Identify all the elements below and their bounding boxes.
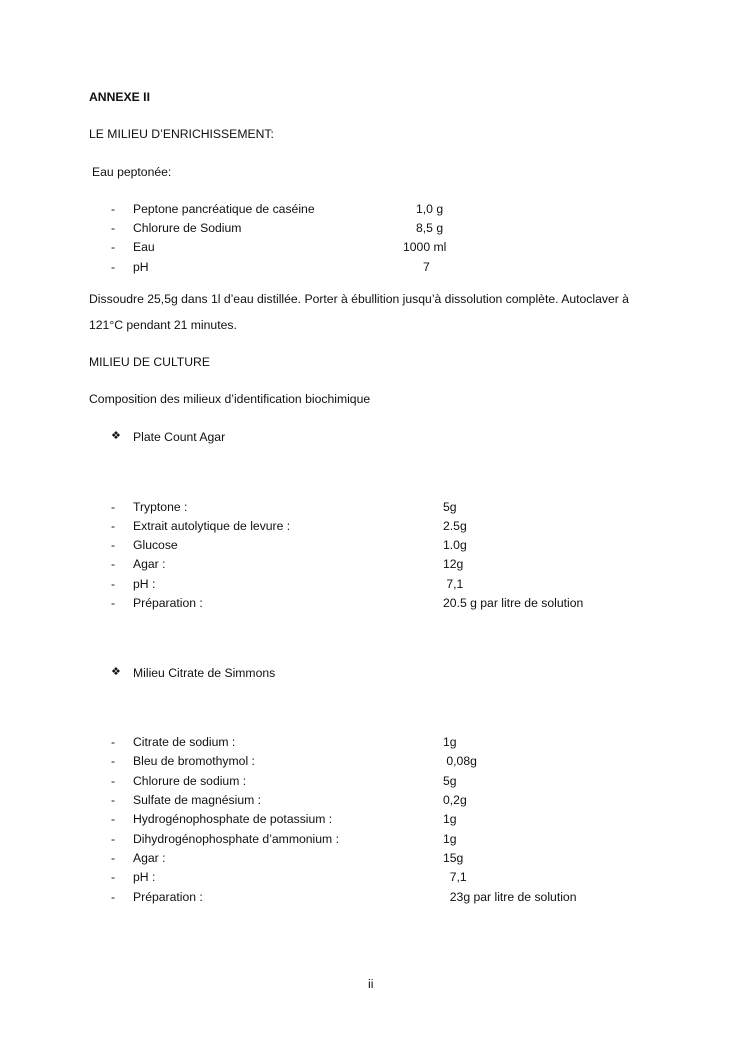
list-dash: - <box>111 557 116 571</box>
list-dash: - <box>111 812 116 826</box>
ingredient-label: Glucose <box>133 538 178 552</box>
ingredient-label: Tryptone : <box>133 500 188 514</box>
list-item <box>0 775 745 791</box>
list-dash: - <box>111 500 116 514</box>
ingredient-value: 5g <box>443 500 457 514</box>
list-item <box>0 813 745 829</box>
ingredient-label: Citrate de sodium : <box>133 735 236 749</box>
ingredient-value: 0,08g <box>443 754 477 768</box>
ingredient-label: pH : <box>133 870 156 884</box>
ingredient-value: 7,1 <box>443 870 467 884</box>
page-number: ii <box>368 977 374 991</box>
ingredient-value: 1.0g <box>443 538 467 552</box>
list-item <box>0 203 745 219</box>
citrate-simmons-heading <box>0 667 745 683</box>
ingredient-label: pH : <box>133 577 156 591</box>
list-dash: - <box>111 735 116 749</box>
ingredient-value: 1g <box>443 812 457 826</box>
list-item <box>0 501 745 517</box>
list-item <box>0 891 745 907</box>
instructions-line-2: 121°C pendant 21 minutes. <box>89 318 237 332</box>
ingredient-label: Sulfate de magnésium : <box>133 793 262 807</box>
culture-heading: MILIEU DE CULTURE <box>89 355 210 369</box>
ingredient-label: Extrait autolytique de levure : <box>133 519 291 533</box>
list-item <box>0 597 745 613</box>
ingredient-value: 15g <box>443 851 464 865</box>
ingredient-value: 8,5 g <box>416 221 444 235</box>
list-dash: - <box>111 260 116 274</box>
list-dash: - <box>111 890 116 904</box>
list-dash: - <box>111 851 116 865</box>
ingredient-label: Préparation : <box>133 890 203 904</box>
section-title: Plate Count Agar <box>133 430 226 444</box>
list-item <box>0 539 745 555</box>
ingredient-value: 23g par litre de solution <box>443 890 577 904</box>
plate-count-agar-heading <box>0 431 745 447</box>
list-dash: - <box>111 832 116 846</box>
ingredient-label: Agar : <box>133 851 166 865</box>
list-item <box>0 222 745 238</box>
ingredient-value: 1g <box>443 735 457 749</box>
list-item <box>0 755 745 771</box>
list-item <box>0 852 745 868</box>
list-dash: - <box>111 519 116 533</box>
ingredient-value: 1g <box>443 832 457 846</box>
list-dash: - <box>111 774 116 788</box>
ingredient-value: 0,2g <box>443 793 467 807</box>
list-item <box>0 871 745 887</box>
list-dash: - <box>111 793 116 807</box>
ingredient-label: Préparation : <box>133 596 203 610</box>
ingredient-label: Bleu de bromothymol : <box>133 754 255 768</box>
section-title: Milieu Citrate de Simmons <box>133 666 276 680</box>
ingredient-value: 7 <box>423 260 430 274</box>
annex-heading: ANNEXE II <box>89 90 150 104</box>
list-dash: - <box>111 221 116 235</box>
ingredient-label: Peptone pancréatique de caséine <box>133 202 315 216</box>
list-item <box>0 794 745 810</box>
ingredient-value: 7,1 <box>443 577 464 591</box>
list-dash: - <box>111 754 116 768</box>
ingredient-label: Agar : <box>133 557 166 571</box>
ingredient-value: 1000 ml <box>403 240 447 254</box>
ingredient-value: 1,0 g <box>416 202 444 216</box>
list-item <box>0 578 745 594</box>
list-dash: - <box>111 538 116 552</box>
list-dash: - <box>111 870 116 884</box>
peptone-water-title: Eau peptonée: <box>92 165 172 179</box>
list-item <box>0 736 745 752</box>
ingredient-label: Chlorure de Sodium <box>133 221 242 235</box>
list-dash: - <box>111 596 116 610</box>
list-item <box>0 261 745 277</box>
list-item <box>0 520 745 536</box>
list-dash: - <box>111 577 116 591</box>
ingredient-label: Chlorure de sodium : <box>133 774 247 788</box>
ingredient-value: 12g <box>443 557 464 571</box>
diamond-bullet-icon: ❖ <box>111 430 121 442</box>
ingredient-label: Hydrogénophosphate de potassium : <box>133 812 333 826</box>
composition-heading: Composition des milieux d’identification biochimique <box>89 392 371 406</box>
instructions-line-1: Dissoudre 25,5g dans 1l d’eau distillée. Porter à ébullition jusqu’à dissolution complète. Autoclaver à <box>89 292 629 306</box>
list-item <box>0 833 745 849</box>
list-dash: - <box>111 202 116 216</box>
list-dash: - <box>111 240 116 254</box>
ingredient-value: 20.5 g par litre de solution <box>443 596 584 610</box>
list-item <box>0 241 745 257</box>
diamond-bullet-icon: ❖ <box>111 666 121 678</box>
ingredient-value: 5g <box>443 774 457 788</box>
list-item <box>0 558 745 574</box>
ingredient-label: Dihydrogénophosphate d’ammonium : <box>133 832 339 846</box>
enrichment-heading: LE MILIEU D’ENRICHISSEMENT: <box>89 127 274 141</box>
ingredient-label: pH <box>133 260 149 274</box>
ingredient-label: Eau <box>133 240 155 254</box>
ingredient-value: 2.5g <box>443 519 467 533</box>
